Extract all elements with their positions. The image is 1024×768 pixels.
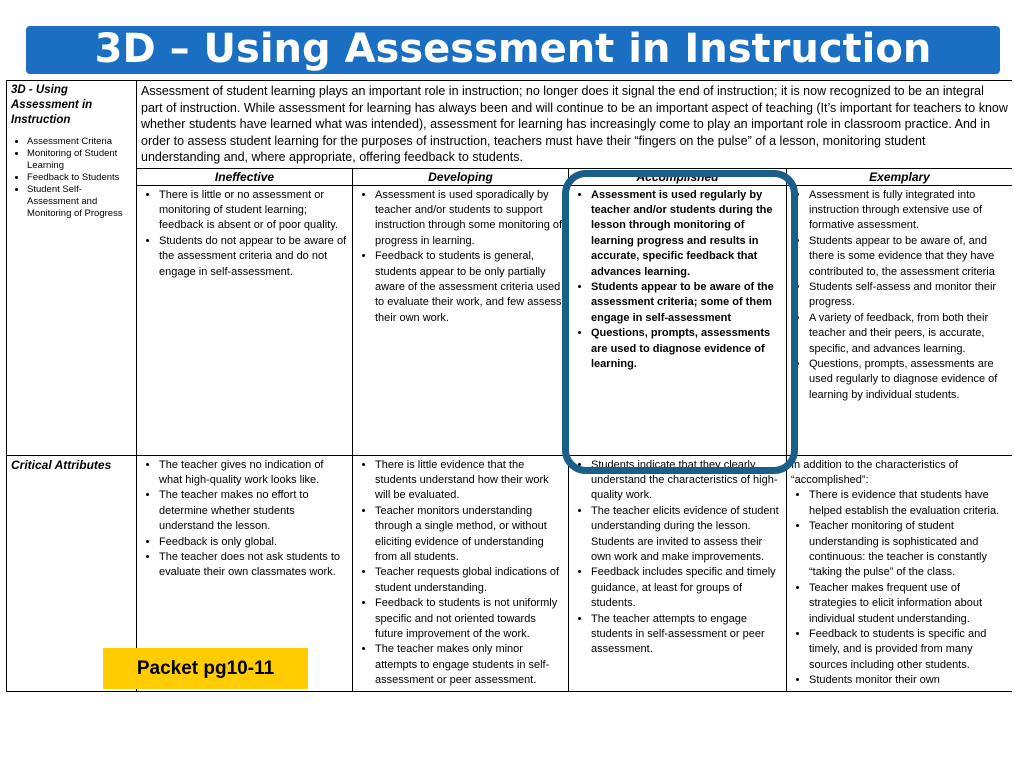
list-item: • The teacher attempts to engage students in self-assessment or peer assessment.	[591, 612, 782, 658]
list-item: • Feedback includes specific and timely guidance, at least for groups of students.	[591, 565, 782, 611]
list-item: • Teacher monitors understanding through a single method, or without eliciting evidence of understanding from all students.	[375, 504, 564, 566]
developing-description-cell	[353, 185, 569, 455]
ineffective-description-cell	[137, 185, 353, 455]
list-item: • The teacher gives no indication of what high-quality work looks like.	[159, 458, 348, 489]
list-item: • The teacher elicits evidence of student understanding during the lesson. Students are invited to assess their own work and make improvements.	[591, 504, 782, 566]
exemplary-attributes-cell	[787, 455, 1013, 691]
intro-row	[7, 81, 1013, 169]
list-item: • The teacher does not ask students to evaluate their own classmates work.	[159, 550, 348, 581]
slide-title: 3D – Using Assessment in Instruction	[94, 26, 932, 72]
rubric-table	[6, 80, 1012, 692]
domain-element: • Feedback to Students	[27, 172, 132, 184]
list-item: • The teacher makes only minor attempts to engage students in self-assessment or peer assessment.	[375, 642, 564, 688]
list-item: • There is little or no assessment or monitoring of student learning; feedback is absent or of poor quality.	[159, 188, 348, 234]
domain-title: 3D - Using Assessment in Instruction	[11, 84, 93, 126]
slide-title-bar	[26, 26, 1000, 74]
domain-cell	[7, 81, 137, 456]
list-item: • There is little evidence that the students understand how their work will be evaluated.	[375, 458, 564, 504]
list-item: • Teacher requests global indications of student understanding.	[375, 565, 564, 596]
list-item: • Feedback is only global.	[159, 535, 348, 550]
accomplished-description-cell	[569, 185, 787, 455]
list-item: • Feedback to students is general, students appear to be only partially aware of the assessment criteria used to evaluate their work, and few assess their own work.	[375, 249, 564, 326]
level-header-developing: Developing	[353, 168, 569, 185]
list-item: • Feedback to students is specific and timely, and is provided from many sources including other students.	[809, 627, 1008, 673]
domain-element: • Monitoring of Student Learning	[27, 148, 132, 172]
level-header-exemplary: Exemplary	[787, 168, 1013, 185]
domain-element: • Student Self-Assessment and Monitoring of Progress	[27, 184, 132, 220]
level-header-ineffective: Ineffective	[137, 168, 353, 185]
domain-elements-list	[11, 136, 132, 220]
packet-page-note: Packet pg10-11	[103, 648, 308, 689]
list-item: • Assessment is used regularly by teacher and/or students during the lesson through monitoring of learning progress and results in accurate, specific feedback that advances learning.	[591, 188, 782, 280]
intro-text: Assessment of student learning plays an important role in instruction; no longer does it signal the end of instruction; it is now recognized to be an integral part of instruction. While assessment for learning has always been and will continue to be an important aspect of teaching (It’s important for teachers to know whether students have learned what was intended), assessment for learning has increasingly come to play an important role in classroom practice. And in order to assess student learning for the purposes of instruction, teachers must have their “fingers on the pulse” of a lesson, monitoring student understanding and, where appropriate, offering feedback to students.	[137, 81, 1013, 169]
list-item: • Feedback to students is not uniformly specific and not oriented towards future improvement of the work.	[375, 596, 564, 642]
list-item: • Students monitor their own	[809, 673, 1008, 688]
exemplary-attributes-intro: In addition to the characteristics of “accomplished”:	[791, 458, 958, 486]
list-item: • Teacher makes frequent use of strategies to elicit information about individual student understanding.	[809, 581, 1008, 627]
levels-header-row	[7, 168, 1013, 185]
exemplary-description-cell	[787, 185, 1013, 455]
list-item: • Students self-assess and monitor their progress.	[809, 280, 1008, 311]
list-item: • There is evidence that students have helped establish the evaluation criteria.	[809, 488, 1008, 519]
level-header-accomplished: Accomplished	[569, 168, 787, 185]
list-item: • Assessment is used sporadically by teacher and/or students to support instruction through some monitoring of progress in learning.	[375, 188, 564, 250]
list-item: • Questions, prompts, assessments are used to diagnose evidence of learning.	[591, 326, 782, 372]
list-item: • Students appear to be aware of, and there is some evidence that they have contributed to, the assessment criteria	[809, 234, 1008, 280]
list-item: • Students appear to be aware of the assessment criteria; some of them engage in self-assessment	[591, 280, 782, 326]
list-item: • Students do not appear to be aware of the assessment criteria and do not engage in self-assessment.	[159, 234, 348, 280]
list-item: • Students indicate that they clearly understand the characteristics of high-quality work.	[591, 458, 782, 504]
developing-attributes-cell	[353, 455, 569, 691]
list-item: • A variety of feedback, from both their teacher and their peers, is accurate, specific, and advances learning.	[809, 311, 1008, 357]
domain-element: • Assessment Criteria	[27, 136, 132, 148]
accomplished-attributes-cell	[569, 455, 787, 691]
list-item: • The teacher makes no effort to determine whether students understand the lesson.	[159, 488, 348, 534]
critical-attributes-label: Critical Attributes	[7, 455, 137, 691]
list-item: • Assessment is fully integrated into instruction through extensive use of formative assessment.	[809, 188, 1008, 234]
list-item: • Teacher monitoring of student understanding is sophisticated and continuous: the teacher is constantly “taking the pulse” of the class.	[809, 519, 1008, 581]
level-descriptions-row	[7, 185, 1013, 455]
list-item: • Questions, prompts, assessments are used regularly to diagnose evidence of learning by individual students.	[809, 357, 1008, 403]
